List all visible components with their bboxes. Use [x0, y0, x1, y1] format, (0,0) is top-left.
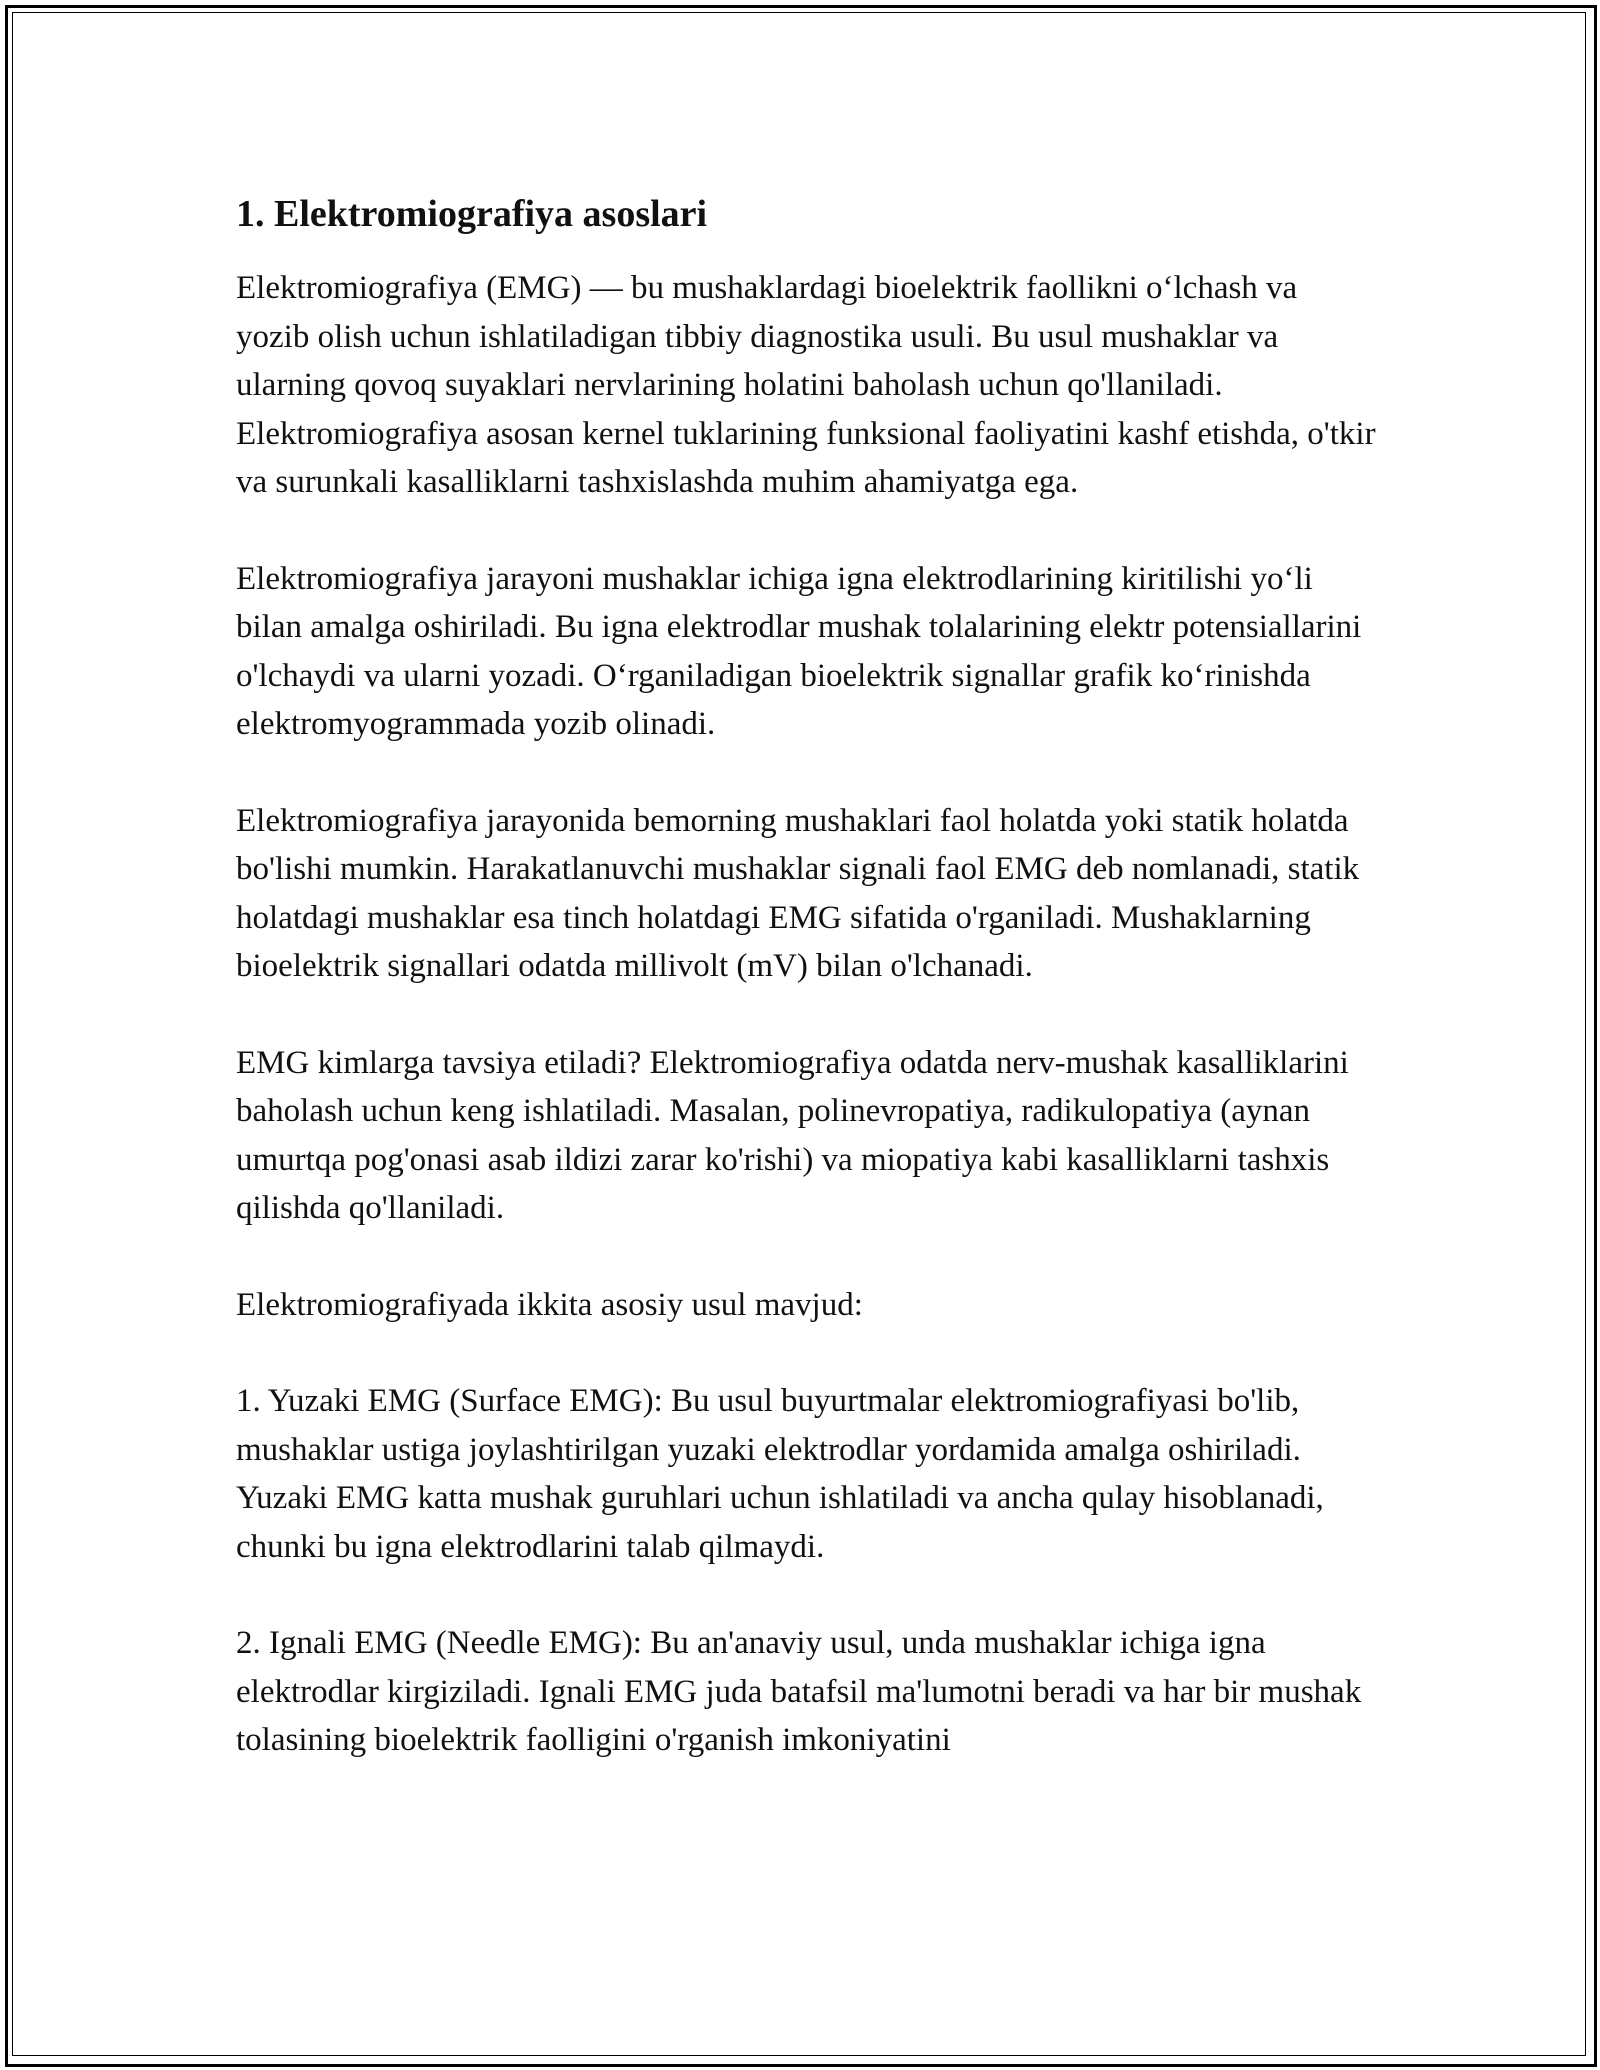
paragraph-emg-procedure: Elektromiografiya jarayoni mushaklar ichiga igna elektrodlarining kiritilishi yo‘li bilan amalga oshiriladi. Bu igna elektrodlar mushak tolalarining elektr potensiallarini o'lchaydi va ularni yozadi. O‘rganiladigan bioelektrik signallar grafik ko‘rinishda elektromyogrammada yozib olinadi. — [236, 560, 1362, 742]
document-body — [236, 190, 1376, 1765]
section-title: 1. Elektromiografiya asoslari — [236, 193, 708, 235]
paragraph-emg-states: Elektromiografiya jarayonida bemorning mushaklari faol holatda yoki statik holatda bo'lishi mumkin. Harakatlanuvchi mushaklar signali faol EMG deb nomlanadi, statik holatdagi mushaklar esa tinch holatdagi EMG sifatida o'rganiladi. Mushaklarning bioelektrik signallari odatda millivolt (mV) bilan o'lchanadi. — [236, 802, 1360, 984]
paragraph-emg-indications: EMG kimlarga tavsiya etiladi? Elektromiografiya odatda nerv-mushak kasalliklarini baholash uchun keng ishlatiladi. Masalan, polinevropatiya, radikulopatiya (aynan umurtqa pog'onasi asab ildizi zarar ko'rishi) va miopatiya kabi kasalliklarni tashxis qilishda qo'llaniladi. — [236, 1044, 1349, 1226]
paragraph-surface-emg: 1. Yuzaki EMG (Surface EMG): Bu usul buyurtmalar elektromiografiyasi bo'lib, mushaklar ustiga joylashtirilgan yuzaki elektrodlar yordamida amalga oshiriladi. Yuzaki EMG katta mushak guruhlari uchun ishlatiladi va ancha qulay hisoblanadi, chunki bu igna elektrodlarini talab qilmaydi. — [236, 1383, 1324, 1565]
paragraph-emg-definition: Elektromiografiya (EMG) — bu mushaklardagi bioelektrik faollikni o‘lchash va yozib olish uchun ishlatiladigan tibbiy diagnostika usuli. Bu usul mushaklar va ularning qovoq suyaklari nervlarining holatini baholash uchun qo'llaniladi. Elektromiografiya asosan kernel tuklarining funksional faoliyatini kashf etishda, o'tkir va surunkali kasalliklarni tashxislashda muhim ahamiyatga ega. — [236, 270, 1376, 500]
paragraph-emg-methods-intro: Elektromiografiyada ikkita asosiy usul mavjud: — [236, 1286, 863, 1323]
paragraph-needle-emg: 2. Ignali EMG (Needle EMG): Bu an'anaviy usul, unda mushaklar ichiga igna elektrodlar kirgiziladi. Ignali EMG juda batafsil ma'lumotni beradi va har bir mushak tolasining bioelektrik faolligini o'rganish imkoniyatini — [236, 1625, 1362, 1758]
